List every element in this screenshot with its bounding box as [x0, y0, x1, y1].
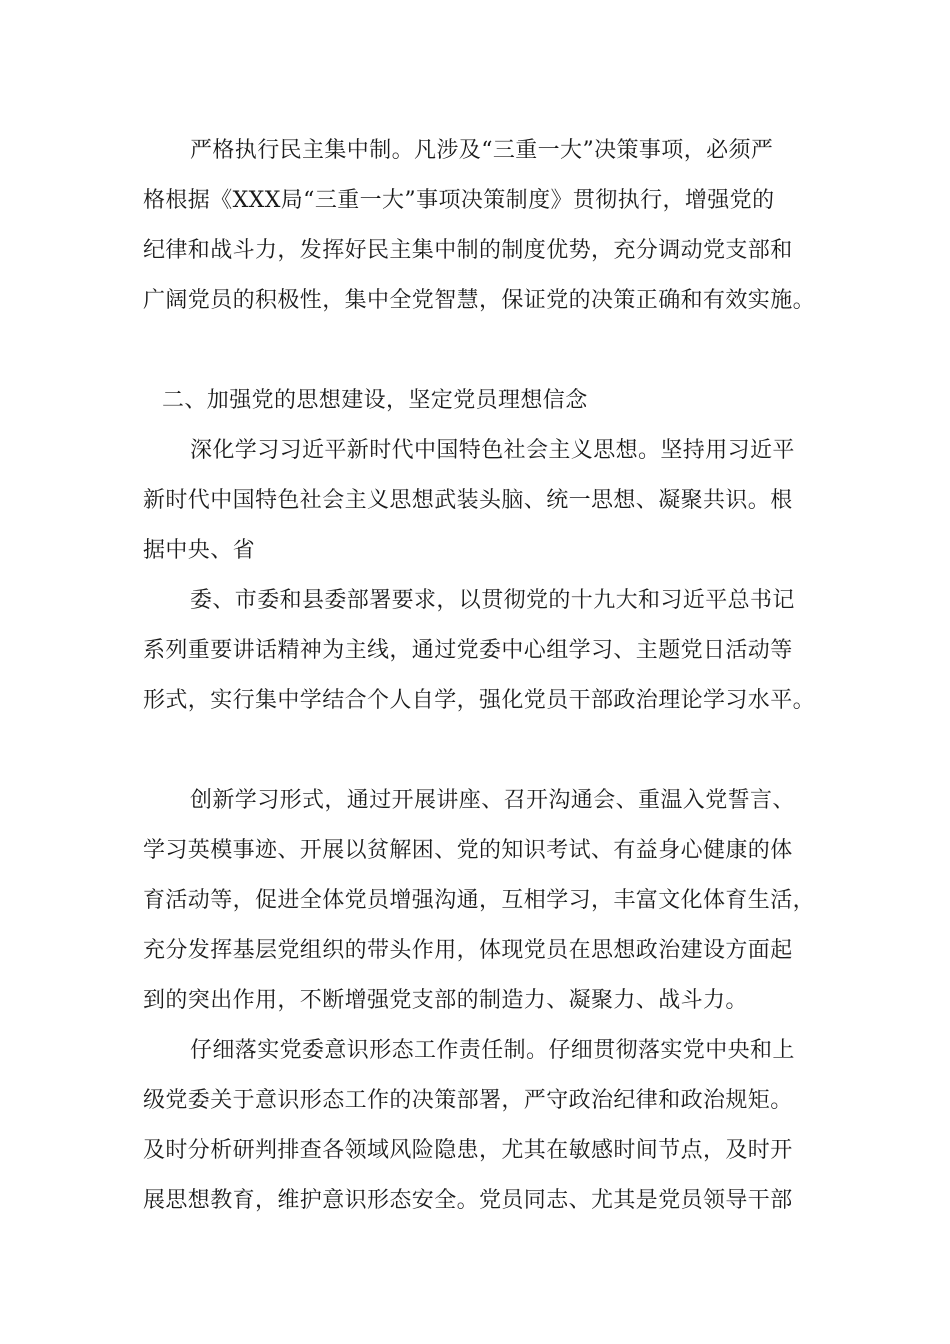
paragraph-5-line-3: 及时分析研判排查各领域风险隐患，尤其在敏感时间节点，及时开 [143, 1138, 793, 1163]
paragraph-4-line-1: 创新学习形式，通过开展讲座、召开沟通会、重温入党誓言、 [190, 788, 795, 813]
paragraph-1-line-4: 广阔党员的积极性，集中全党智慧，保证党的决策正确和有效实施。 [143, 288, 816, 313]
paragraph-1-line-1: 严格执行民主集中制。凡涉及“三重一大”决策事项，必须严 [190, 138, 774, 163]
paragraph-3-line-1: 委、市委和县委部署要求，以贯彻党的十九大和习近平总书记 [190, 588, 795, 613]
paragraph-2-line-2: 新时代中国特色社会主义思想武装头脑、统一思想、凝聚共识。根 [143, 488, 793, 513]
paragraph-2-line-3: 据中央、省 [143, 538, 256, 563]
paragraph-4-line-2: 学习英模事迹、开展以贫解困、党的知识考试、有益身心健康的体 [143, 838, 793, 863]
paragraph-4-line-3: 育活动等，促进全体党员增强沟通，互相学习，丰富文化体育生活， [143, 888, 816, 913]
paragraph-1-line-3: 纪律和战斗力，发挥好民主集中制的制度优势，充分调动党支部和 [143, 238, 793, 263]
section-heading: 二、加强党的思想建设，坚定党员理想信念 [162, 388, 588, 413]
paragraph-3-line-3: 形式，实行集中学结合个人自学，强化党员干部政治理论学习水平。 [143, 688, 816, 713]
paragraph-5-line-2: 级党委关于意识形态工作的决策部署，严守政治纪律和政治规矩。 [143, 1088, 793, 1113]
paragraph-3-line-2: 系列重要讲话精神为主线，通过党委中心组学习、主题党日活动等 [143, 638, 793, 663]
paragraph-1-line-2: 格根据《XXX局“三重一大”事项决策制度》贯彻执行，增强党的 [143, 188, 775, 213]
paragraph-5-line-4: 展思想教育，维护意识形态安全。党员同志、尤其是党员领导干部 [143, 1188, 793, 1213]
paragraph-4-line-5: 到的突出作用，不断增强党支部的制造力、凝聚力、战斗力。 [143, 988, 748, 1013]
paragraph-5-line-1: 仔细落实党委意识形态工作责任制。仔细贯彻落实党中央和上 [190, 1038, 795, 1063]
paragraph-4-line-4: 充分发挥基层党组织的带头作用，体现党员在思想政治建设方面起 [143, 938, 793, 963]
paragraph-2-line-1: 深化学习习近平新时代中国特色社会主义思想。坚持用习近平 [190, 438, 795, 463]
